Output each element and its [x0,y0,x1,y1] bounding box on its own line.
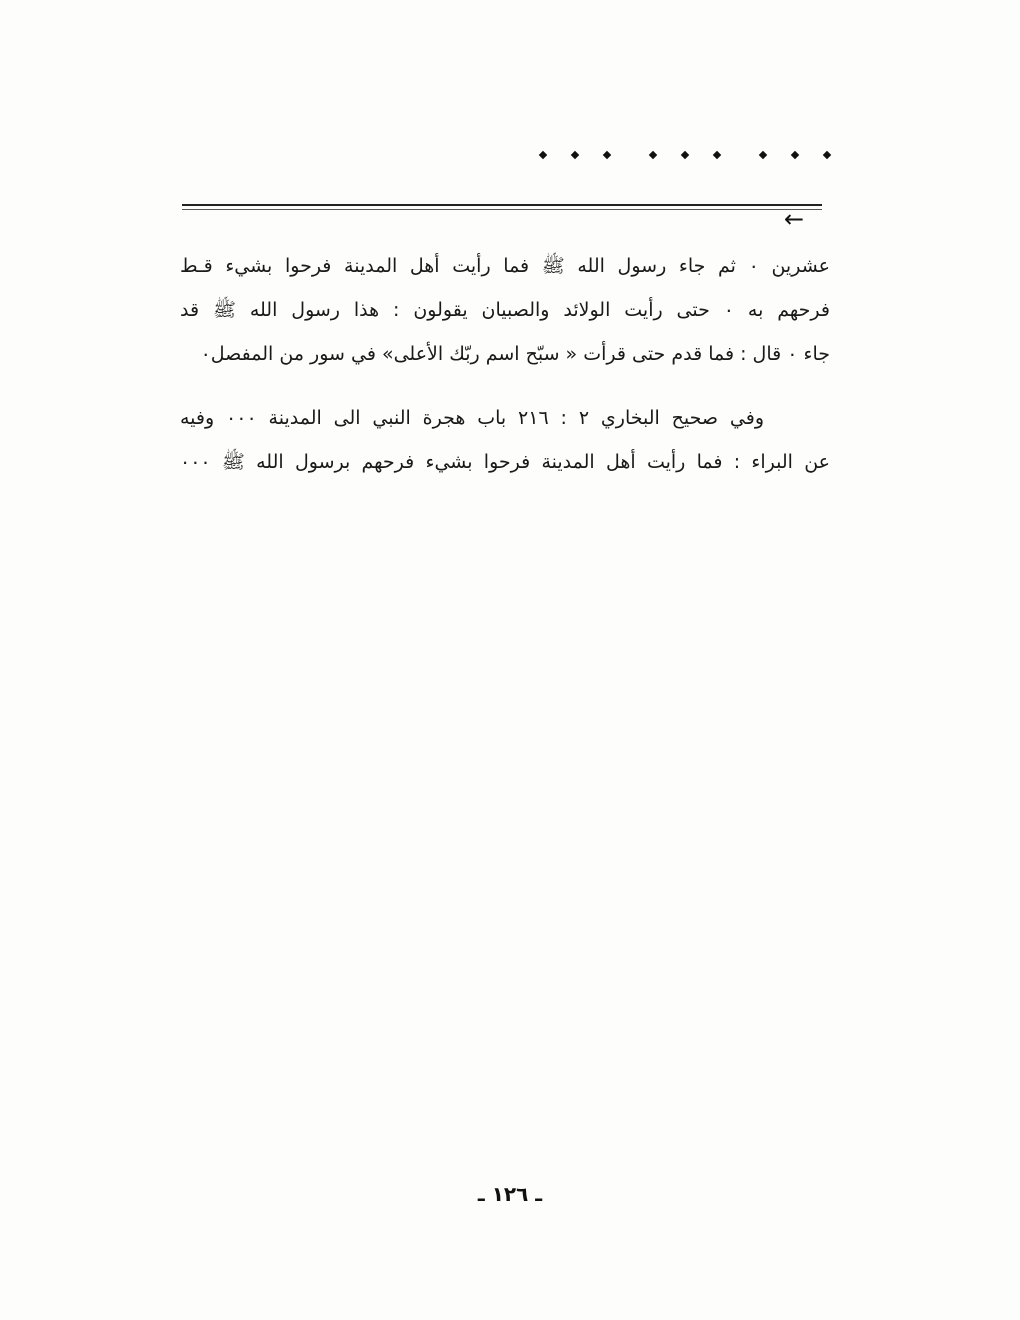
diamond-dot-icon [649,151,657,159]
ornament-dots [480,140,830,170]
diamond-dot-icon [681,151,689,159]
text-line: وفي صحيح البخاري ٢ : ٢١٦ باب هجرة النبي الى المدينة ٠٠٠ وفيه [180,407,765,429]
text-line: عن البراء : فما رأيت أهل المدينة فرحوا بشيء فرحهم برسول الله ﷺ ٠٠٠ [180,451,830,473]
dot-group [540,152,610,158]
diamond-dot-icon [603,151,611,159]
diamond-dot-icon [823,151,831,159]
dot-group [760,152,830,158]
diamond-dot-icon [571,151,579,159]
diamond-dot-icon [791,151,799,159]
diamond-dot-icon [539,151,547,159]
left-arrow-icon: ← [784,205,805,233]
text-line: جاء ٠ قال : فما قدم حتى قرأت « سبّح اسم ربّك الأعلى» في سور من المفصل٠ [200,343,830,365]
footnote-paragraph-2 [180,396,830,484]
page-number: ـ ١٢٦ ـ [477,1182,543,1206]
diamond-dot-icon [759,151,767,159]
text-line: عشرين ٠ ثم جاء رسول الله ﷺ فما رأيت أهل المدينة فرحوا بشيء قـط [180,255,830,277]
footnote-divider [182,204,822,206]
text-line: فرحهم به ٠ حتى رأيت الولائد والصبيان يقولون : هذا رسول الله ﷺ قد [180,299,830,321]
dot-group [650,152,720,158]
footnote-divider-thin [182,209,822,210]
footnote-paragraph-1 [180,244,830,376]
diamond-dot-icon [713,151,721,159]
